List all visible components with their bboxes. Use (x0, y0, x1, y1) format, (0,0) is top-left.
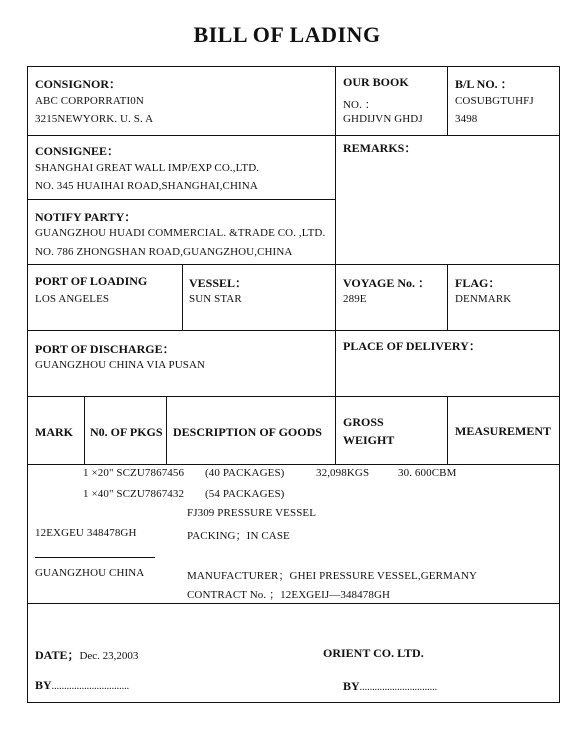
by-label-right: BY (343, 679, 360, 693)
voyage-value: 289E (343, 293, 367, 305)
divider (27, 135, 560, 136)
by-label-left: BY (35, 678, 52, 692)
date-value: Dec. 23,2003 (79, 650, 139, 662)
port-of-discharge-value: GUANGZHOU CHINA VIA PUSAN (35, 359, 206, 371)
gross-weight-value: 32,098KGS (316, 467, 370, 479)
our-book-label: OUR BOOK (343, 75, 409, 89)
consignee-label: CONSIGNEE： (35, 144, 120, 158)
flag-value: DENMARK (455, 293, 512, 305)
consignor-name: ABC CORPORRATI0N (35, 95, 144, 107)
description-line-2: PACKING；IN CASE (187, 530, 290, 542)
consignor-label: CONSIGNOR： (35, 77, 122, 91)
mark-header: MARK (35, 425, 73, 439)
date-field (35, 646, 138, 663)
bl-no-label: B/L NO. ： (455, 77, 513, 91)
signature-line-left: ............................... (51, 681, 130, 692)
divider (447, 66, 448, 135)
divider (27, 330, 560, 331)
divider (27, 199, 335, 200)
port-of-discharge-label: PORT OF DISCHARGE： (35, 342, 175, 356)
description-line-3: MANUFACTURER；GHEI PRESSURE VESSEL,GERMANY (187, 570, 478, 582)
signature-right (343, 679, 437, 694)
remarks-label: REMARKS： (343, 141, 417, 155)
divider (27, 464, 560, 465)
notify-party-label: NOTIFY PARTY： (35, 210, 137, 224)
port-of-loading-label: PORT OF LOADING (35, 274, 148, 288)
place-of-delivery-label: PLACE OF DELIVERY： (343, 339, 481, 353)
signature-left (35, 678, 129, 693)
notify-party-name: GUANGZHOU HUADI COMMERCIAL. &TRADE CO. ,LTD. (35, 227, 326, 239)
vessel-label: VESSEL： (189, 276, 248, 290)
date-label: DATE； (35, 648, 80, 662)
port-of-loading-value: LOS ANGELES (35, 293, 110, 305)
description-line-1: FJ309 PRESSURE VESSEL (187, 507, 317, 519)
our-book-no-label: NO. ： (343, 99, 376, 111)
divider (84, 396, 85, 464)
gross-weight-header-line1: GROSS (343, 415, 384, 429)
measurement-header: MEASUREMENT (455, 424, 552, 438)
container-line-2: 1 ×40" SCZU7867432 (83, 488, 185, 500)
packages-line-2: (54 PACKAGES) (205, 488, 285, 500)
document-title: BILL OF LADING (193, 22, 381, 47)
consignee-address: NO. 345 HUAIHAI ROAD,SHANGHAI,CHINA (35, 180, 258, 192)
container-line-1: 1 ×20" SCZU7867456 (83, 467, 185, 479)
divider (182, 264, 183, 330)
notify-party-address: NO. 786 ZHONGSHAN ROAD,GUANGZHOU,CHINA (35, 246, 293, 258)
pkgs-header: N0. OF PKGS (90, 425, 163, 439)
vessel-value: SUN STAR (189, 293, 242, 305)
bl-no-value-suffix: 3498 (455, 113, 478, 125)
divider (166, 396, 167, 464)
consignee-name: SHANGHAI GREAT WALL IMP/EXP CO.,LTD. (35, 162, 260, 174)
divider (447, 264, 448, 330)
gross-weight-header-line2: WEIGHT (343, 433, 395, 447)
shipping-mark-2: GUANGZHOU CHINA (35, 567, 145, 579)
flag-label: FLAG： (455, 276, 501, 290)
shipping-mark-1: 12EXGEU 348478GH (35, 527, 137, 539)
voyage-label: VOYAGE No. ： (343, 276, 430, 290)
divider (335, 66, 336, 464)
divider (27, 264, 560, 265)
carrier-name: ORIENT CO. LTD. (323, 646, 424, 660)
consignor-address: 3215NEWYORK. U. S. A (35, 113, 154, 125)
bl-no-value: COSUBGTUHFJ (455, 95, 534, 107)
divider (27, 396, 560, 397)
description-line-4: CONTRACT No. ；12EXGEIJ—348478GH (187, 589, 391, 601)
divider (27, 603, 560, 604)
measurement-value: 30. 600CBM (398, 467, 457, 479)
gross-weight-header (343, 413, 394, 449)
divider (35, 557, 155, 558)
description-header: DESCRIPTION OF GOODS (173, 425, 322, 439)
our-book-value: GHDIJVN GHDJ (343, 113, 423, 125)
divider (447, 396, 448, 464)
signature-line-right: ............................... (359, 682, 438, 693)
packages-line-1: (40 PACKAGES) (205, 467, 285, 479)
